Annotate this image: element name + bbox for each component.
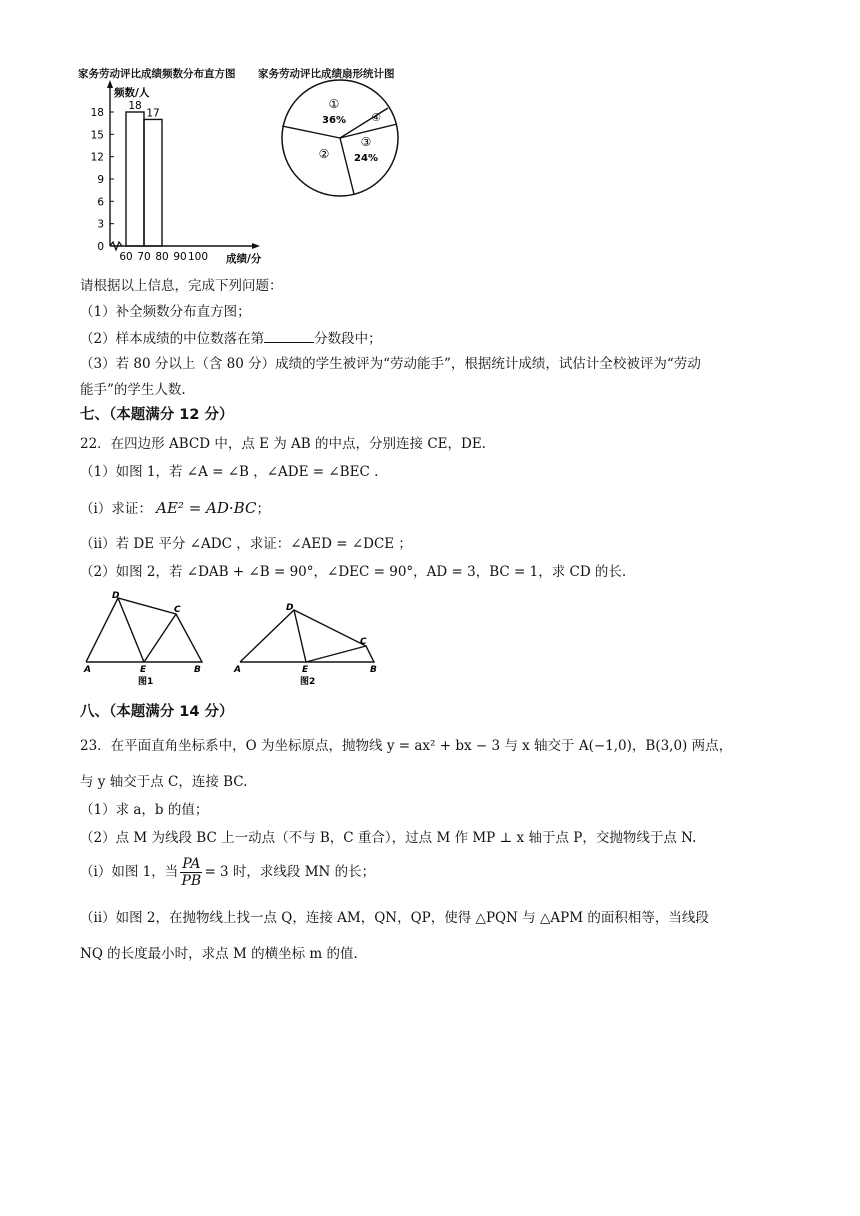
pie-chart — [282, 80, 398, 196]
figure-canvas — [76, 66, 422, 266]
q23-part-2-ii-line-2: NQ 的长度最小时，求点 M 的横坐标 m 的值. — [80, 946, 358, 962]
x-tick-label: 100 — [187, 251, 209, 263]
segment-ce-2 — [306, 646, 366, 662]
histogram-bar — [126, 112, 144, 246]
q22-part-1: （1）如图 1，若 ∠A = ∠B ，∠ADE = ∠BEC . — [80, 464, 379, 480]
bar-value-label: 17 — [146, 107, 160, 120]
q23-part-2-i-text-b: = 3 时，求线段 MN 的长； — [204, 864, 376, 880]
q22-part-2: （2）如图 2，若 ∠DAB + ∠B = 90°，∠DEC = 90°，AD = 3，BC = 1，求 CD 的长. — [80, 564, 627, 580]
fig2-caption: 图2 — [300, 677, 316, 687]
q22-stem: 22．在四边形 ABCD 中，点 E 为 AB 的中点，分别连接 CE，DE. — [80, 436, 486, 452]
pie-divider-4 — [340, 138, 354, 194]
pie-sector-3-percent: 24% — [354, 153, 378, 164]
q23-part-2-ii-line-1: （ⅱ）如图 2，在抛物线上找一点 Q，连接 AM，QN，QP，使得 △PQN 与 △APM 的面积相等，当线段 — [80, 910, 709, 926]
fraction-denominator: PB — [181, 873, 202, 889]
segment-de — [118, 598, 144, 662]
y-tick-label: 12 — [90, 151, 104, 164]
statistics-figure — [76, 66, 422, 266]
q21-part-3-line-2: 能手”的学生人数. — [80, 382, 186, 398]
y-axis-arrow — [107, 80, 113, 88]
x-tick-label: 90 — [173, 251, 187, 263]
q23-part-2-i — [80, 854, 375, 890]
q21-part-3-line-1: （3）若 80 分以上（含 80 分）成绩的学生被评为“劳动能手”，根据统计成绩，试估计全校被评为“劳动 — [80, 356, 701, 372]
fig1-label-c: C — [174, 605, 181, 615]
pie-divider-1 — [282, 126, 340, 138]
y-tick-label: 3 — [97, 218, 104, 231]
segment-ce — [144, 614, 176, 662]
bar-value-label: 18 — [128, 100, 142, 112]
q22-figures — [76, 590, 396, 690]
y-tick-label: 15 — [90, 129, 104, 142]
histogram-bar — [144, 119, 162, 246]
section-8-title: 八、（本题满分 14 分） — [80, 704, 234, 720]
x-axis-arrow — [252, 243, 260, 249]
q21-part-2-text-b: 分数段中； — [314, 331, 382, 347]
pie-sector-1-label: ① — [328, 97, 340, 111]
q22-part-1-i-text: （ⅰ）求证： — [80, 501, 152, 517]
x-axis-label: 成绩/分 — [226, 253, 262, 265]
x-tick-label: 70 — [137, 251, 151, 263]
fig2-label-b: B — [370, 665, 377, 675]
fig2-label-e: E — [302, 665, 309, 675]
q22-part-1-i-end: ； — [256, 501, 270, 517]
ratio-fraction — [180, 856, 202, 889]
pie-sector-3-label: ③ — [360, 135, 372, 149]
answer-blank — [264, 328, 314, 343]
fraction-numerator: PA — [182, 856, 201, 872]
pie-title: 家务劳动评比成绩扇形统计图 — [258, 68, 395, 80]
pie-sector-2-label: ② — [318, 147, 330, 161]
x-tick-label: 80 — [155, 251, 169, 263]
fig1-label-b: B — [194, 665, 201, 675]
quadrilateral-abcd — [86, 598, 202, 662]
fig1-caption: 图1 — [138, 677, 154, 687]
q23-part-2-i-text-a: （ⅰ）如图 1，当 — [80, 864, 179, 880]
x-tick-label: 60 — [119, 251, 133, 263]
q22-part-1-i-formula: AE² = AD·BC — [156, 499, 257, 517]
q22-figure-1 — [83, 591, 202, 687]
bars — [126, 100, 162, 246]
histogram — [91, 80, 262, 265]
section-7-title: 七、（本题满分 12 分） — [80, 407, 234, 423]
segment-de-2 — [294, 610, 306, 662]
fig2-label-d: D — [286, 603, 294, 613]
fig2-label-c: C — [360, 637, 367, 647]
y-tick-label: 18 — [90, 107, 104, 119]
q22-part-1-ii: （ⅱ）若 DE 平分 ∠ADC ，求证：∠AED = ∠DCE ； — [80, 536, 412, 552]
q23-part-1: （1）求 a，b 的值； — [80, 802, 209, 818]
fig1-label-a: A — [84, 665, 91, 675]
q22-part-1-i — [80, 498, 270, 519]
fig1-label-e: E — [140, 665, 147, 675]
q23-stem-line-2: 与 y 轴交于点 C，连接 BC. — [80, 774, 248, 790]
q23-part-2: （2）点 M 为线段 BC 上一动点（不与 B，C 重合），过点 M 作 MP ⊥ x 轴于点 P，交抛物线于点 N. — [80, 830, 697, 846]
q22-figure-2 — [233, 603, 377, 687]
y-axis-label: 频数/人 — [114, 87, 150, 99]
q21-part-2-text-a: （2）样本成绩的中位数落在第 — [80, 331, 265, 347]
y-tick-label: 0 — [97, 241, 104, 253]
y-tick-label: 9 — [97, 174, 104, 186]
q21-part-1: （1）补全频数分布直方图； — [80, 304, 251, 320]
histogram-title: 家务劳动评比成绩频数分布直方图 — [78, 68, 236, 80]
q23-stem-line-1: 23．在平面直角坐标系中，O 为坐标原点，抛物线 y = ax² + bx − 3 与 x 轴交于 A(−1,0)，B(3,0) 两点， — [80, 738, 733, 754]
q21-part-2 — [80, 328, 382, 349]
pie-sector-4-label: ④ — [371, 111, 381, 124]
q21-intro: 请根据以上信息，完成下列问题： — [80, 278, 283, 294]
x-ticks — [119, 251, 208, 263]
quadrilateral-abcd-2 — [240, 610, 374, 662]
fig1-label-d: D — [112, 591, 120, 601]
fig2-label-a: A — [234, 665, 241, 675]
y-tick-label: 6 — [97, 196, 104, 209]
pie-sector-1-percent: 36% — [322, 115, 346, 126]
